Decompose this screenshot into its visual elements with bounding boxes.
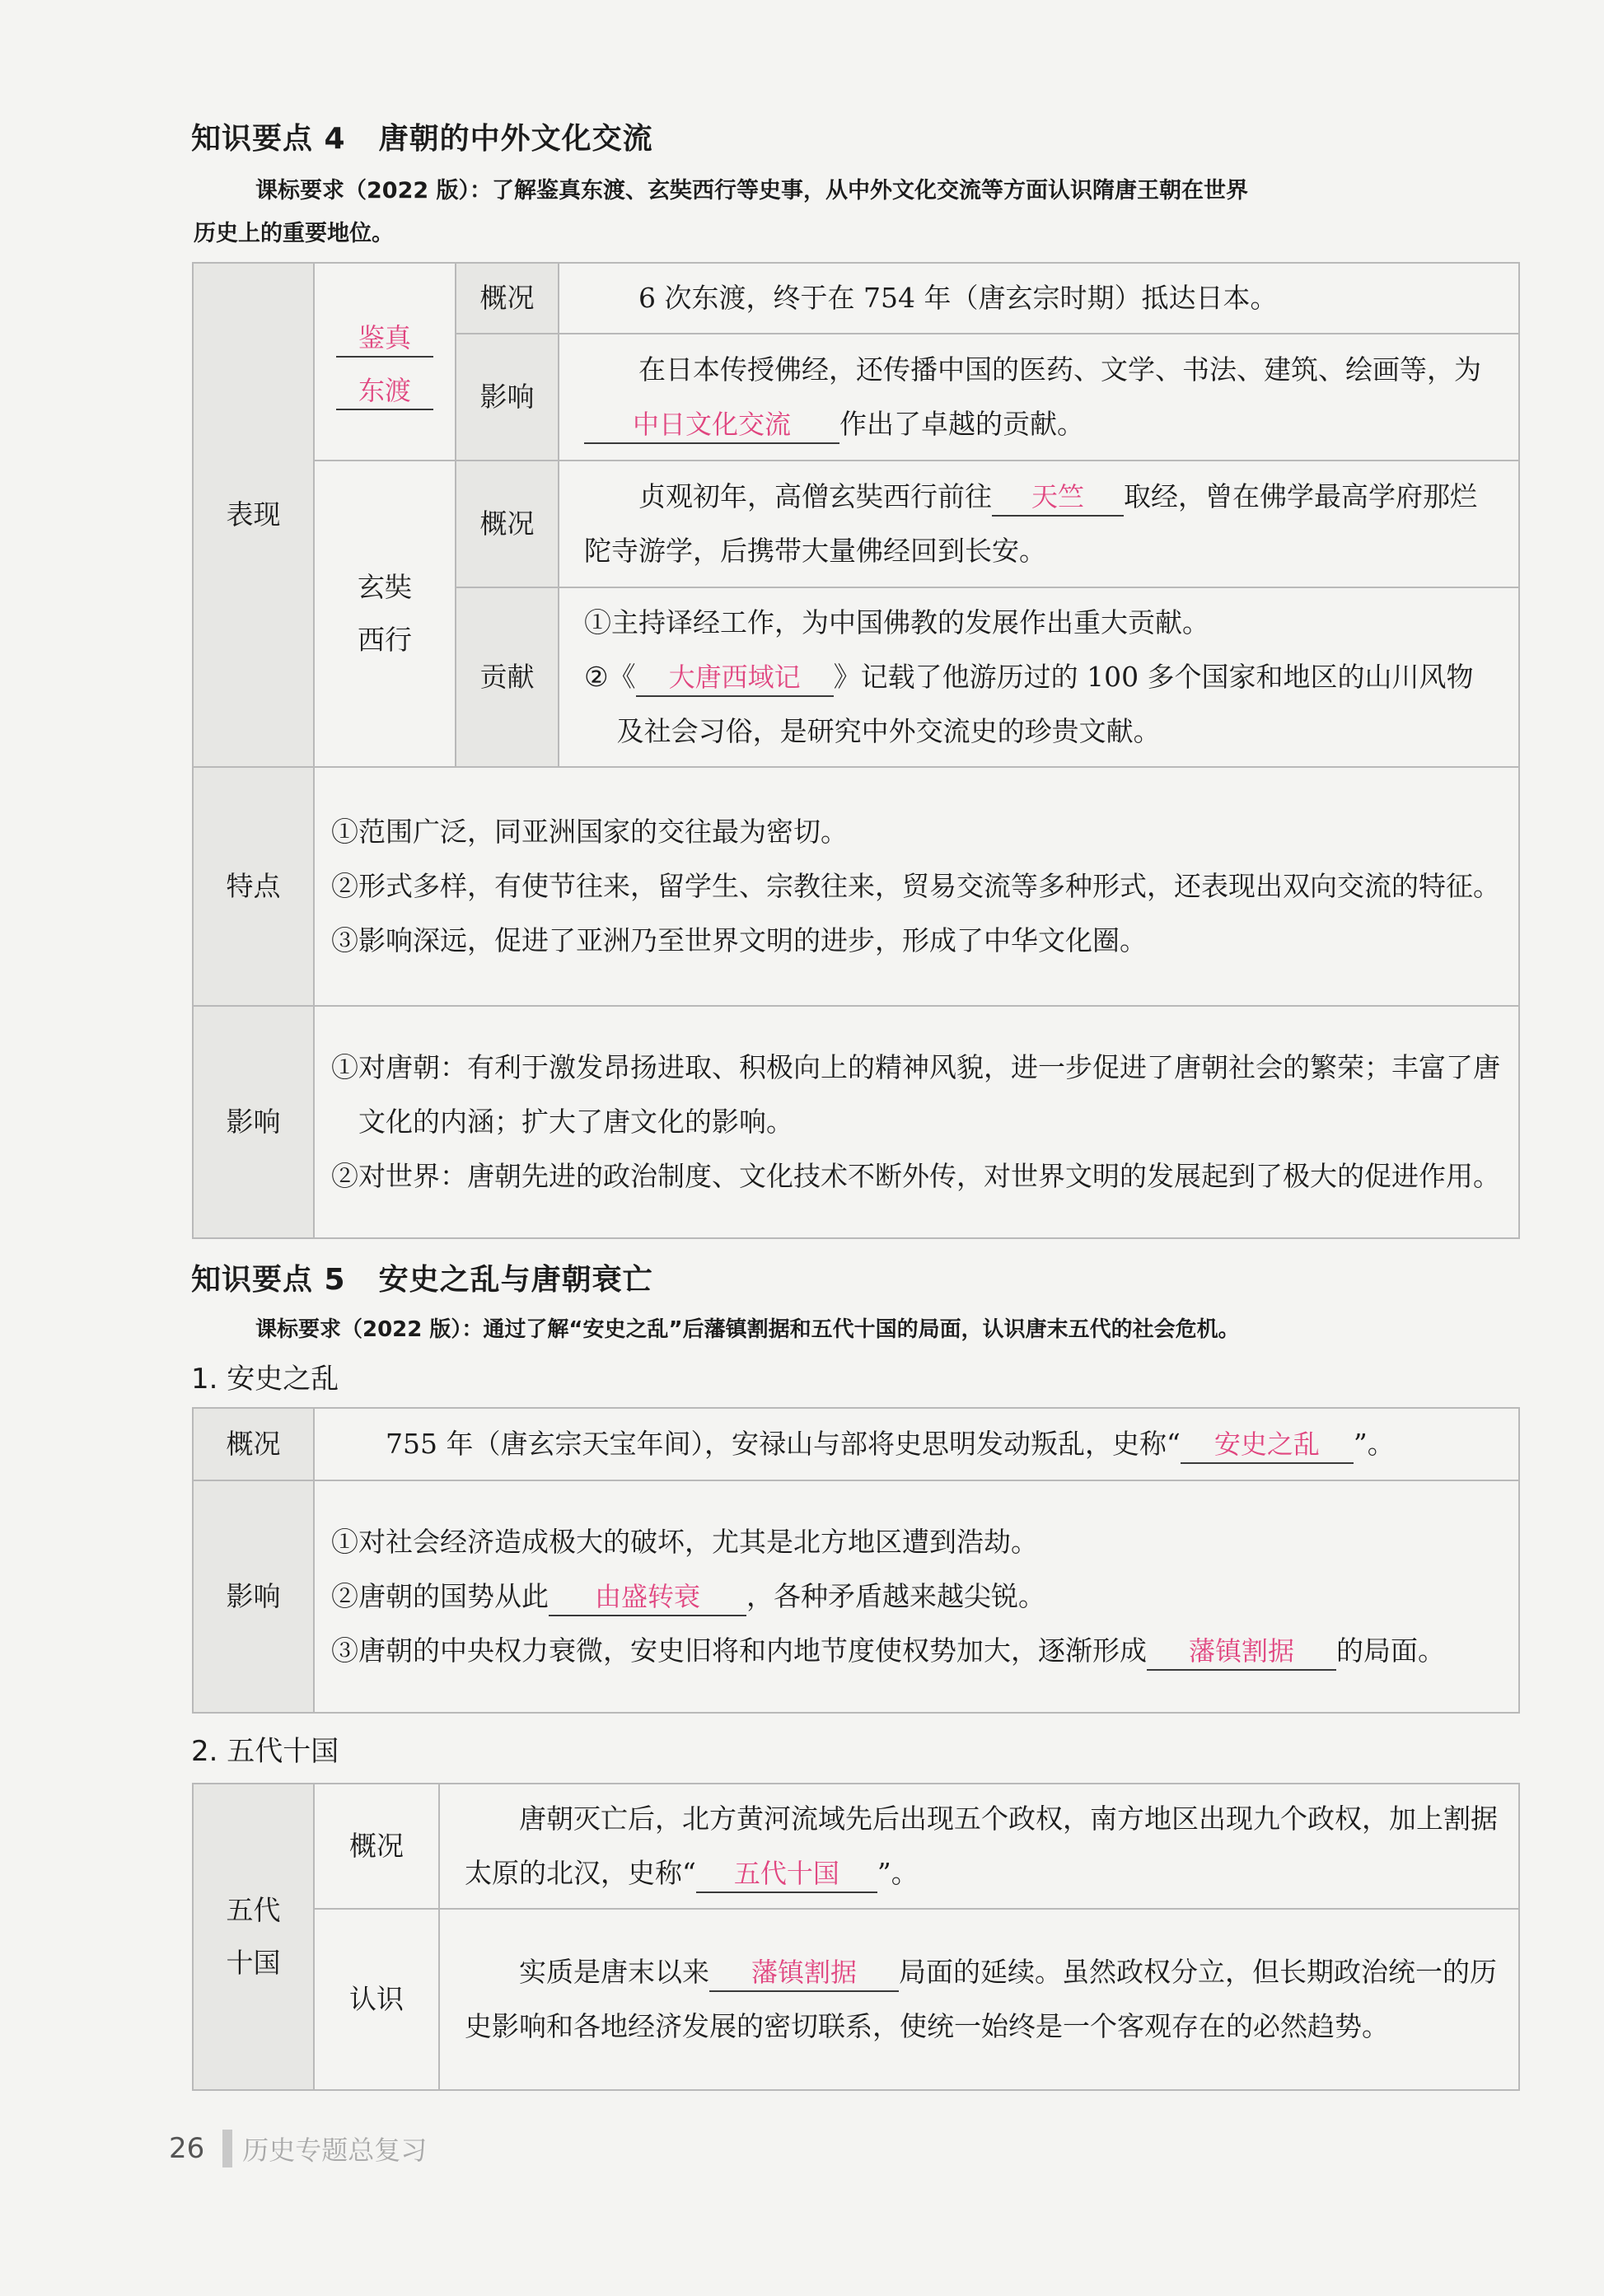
cell-jz-yingxiang bbox=[559, 334, 1519, 461]
label-gongxian: 贡献 bbox=[479, 661, 535, 693]
blank-jianzhen-2: 东渡 bbox=[336, 372, 433, 410]
section-5-heading: 安史之乱与唐朝衰亡 bbox=[378, 1263, 653, 1297]
label-as-yx: 影响 bbox=[226, 1580, 281, 1612]
blank-xz-gk: 天竺 bbox=[992, 479, 1124, 517]
label-wd-gk: 概况 bbox=[349, 1830, 404, 1862]
text-xz-gx-2-pre: ②《 bbox=[584, 661, 636, 693]
section-4-number: 知识要点 4 bbox=[191, 122, 346, 156]
wudai-table bbox=[192, 1783, 1520, 2091]
section-5-requirement: 课标要求（2022 版）：通过了解“安史之乱”后藩镇割据和五代十国的局面，认识唐末五代的社会危机。 bbox=[255, 1317, 1240, 1342]
label-xz-gaikuang: 概况 bbox=[479, 507, 535, 540]
cell-wd-gk-label bbox=[314, 1784, 439, 1909]
cell-yx bbox=[314, 1006, 1519, 1238]
text-yx-2: ②对世界：唐朝先进的政治制度、文化技术不断外传，对世界文明的发展起到了极大的促进作用。 bbox=[331, 1160, 1500, 1192]
text-xz-gk-post: 取经，曾在佛学最高学府那烂陀寺游学，后携带大量佛经回到长安。 bbox=[584, 480, 1477, 567]
cell-jianzhen bbox=[314, 263, 456, 461]
label-xuanzang-2: 西行 bbox=[358, 624, 412, 656]
cell-xuanzang bbox=[314, 461, 456, 767]
text-jz-yx-pre: 在日本传授佛经，还传播中国的医药、文学、书法、建筑、绘画等，为 bbox=[638, 353, 1481, 386]
section-4-requirement-line2: 历史上的重要地位。 bbox=[194, 221, 394, 246]
cell-wudai-label bbox=[193, 1784, 314, 2090]
cell-yx-label bbox=[193, 1006, 314, 1238]
text-as-yx-2 bbox=[331, 1569, 1500, 1624]
text-as-yx-1: ①对社会经济造成极大的破坏，尤其是北方地区遭到浩劫。 bbox=[331, 1526, 1038, 1558]
cell-wd-rs bbox=[439, 1909, 1519, 2090]
text-jz-yx-post: 作出了卓越的贡献。 bbox=[839, 408, 1084, 440]
section-4-heading: 唐朝的中外文化交流 bbox=[378, 122, 653, 156]
blank-as-gk: 安史之乱 bbox=[1181, 1426, 1354, 1464]
blank-jianzhen-1: 鉴真 bbox=[336, 320, 433, 358]
text-as-gk-pre: 755 年（唐玄宗天宝年间），安禄山与部将史思明发动叛乱，史称“ bbox=[386, 1428, 1181, 1460]
cell-as-yx-label bbox=[193, 1480, 314, 1713]
cell-tedian bbox=[314, 767, 1519, 1006]
cell-xz-gaikuang-label bbox=[456, 461, 559, 587]
label-yingxiang: 影响 bbox=[479, 381, 535, 413]
cell-jz-yingxiang-label bbox=[456, 334, 559, 461]
text-yx-1: ①对唐朝：有利于激发昂扬进取、积极向上的精神风貌，进一步促进了唐朝社会的繁荣；丰富了唐文化的内涵；扩大了唐文化的影响。 bbox=[331, 1051, 1500, 1138]
label-biaoxian: 表现 bbox=[226, 498, 281, 531]
blank-wd-rs: 藩镇割据 bbox=[709, 1954, 899, 1992]
blank-as-yx-2: 由盛转衰 bbox=[549, 1578, 746, 1616]
cell-as-gk bbox=[314, 1408, 1519, 1480]
anshi-table bbox=[192, 1407, 1520, 1714]
book-title: 历史专题总复习 bbox=[242, 2135, 428, 2166]
cell-jz-gaikuang-label bbox=[456, 263, 559, 334]
section-4-requirement-line1: 课标要求（2022 版）：了解鉴真东渡、玄奘西行等史事，从中外文化交流等方面认识隋唐王朝在世界 bbox=[255, 178, 1249, 203]
cell-xz-gongxian bbox=[559, 587, 1519, 767]
section-4-title bbox=[191, 115, 653, 157]
label-as-gk: 概况 bbox=[226, 1428, 281, 1460]
footer-divider bbox=[222, 2130, 232, 2167]
text-wd-rs-pre: 实质是唐末以来 bbox=[519, 1956, 709, 1988]
label-tedian: 特点 bbox=[226, 870, 281, 902]
text-wd-rs-post: 局面的延续。虽然政权分立，但长期政治统一的历史影响和各地经济发展的密切联系，使统一始终是一个客观存在的必然趋势。 bbox=[465, 1956, 1497, 2042]
page-number: 26 bbox=[169, 2132, 205, 2165]
label-wudai-2: 十国 bbox=[226, 1947, 281, 1979]
label-yx: 影响 bbox=[226, 1106, 281, 1138]
cell-tedian-label bbox=[193, 767, 314, 1006]
text-wd-gk-post: ”。 bbox=[877, 1857, 919, 1889]
label-xuanzang-1: 玄奘 bbox=[358, 571, 412, 603]
label-wd-rs: 认识 bbox=[349, 1983, 404, 2015]
cell-xz-gaikuang bbox=[559, 461, 1519, 587]
blank-xz-gx-2: 大唐西域记 bbox=[636, 659, 834, 697]
cell-jz-gaikuang bbox=[559, 263, 1519, 334]
text-xz-gk-pre: 贞观初年，高僧玄奘西行前往 bbox=[638, 480, 992, 512]
cell-wd-gk bbox=[439, 1784, 1519, 1909]
cell-as-yx bbox=[314, 1480, 1519, 1713]
page-footer bbox=[169, 2130, 427, 2167]
text-xz-gx-2 bbox=[584, 650, 1500, 759]
text-as-yx-3-pre: ③唐朝的中央权力衰微，安史旧将和内地节度使权势加大，逐渐形成 bbox=[331, 1634, 1147, 1667]
text-td-3: ③影响深远，促进了亚洲乃至世界文明的进步，形成了中华文化圈。 bbox=[331, 924, 1147, 956]
text-wd-gk-pre: 唐朝灭亡后，北方黄河流域先后出现五个政权，南方地区出现九个政权，加上割据太原的北汉，史称“ bbox=[465, 1803, 1498, 1889]
subhead-wudai: 2. 五代十国 bbox=[191, 1735, 339, 1768]
text-td-1: ①范围广泛，同亚洲国家的交往最为密切。 bbox=[331, 816, 848, 848]
cell-xz-gongxian-label bbox=[456, 587, 559, 767]
text-jz-gaikuang: 6 次东渡，终于在 754 年（唐玄宗时期）抵达日本。 bbox=[638, 282, 1278, 314]
text-as-gk-post: ”。 bbox=[1353, 1428, 1395, 1460]
subhead-anshi: 1. 安史之乱 bbox=[191, 1363, 339, 1396]
section-5-number: 知识要点 5 bbox=[191, 1263, 346, 1297]
blank-as-yx-3: 藩镇割据 bbox=[1147, 1633, 1336, 1671]
cell-wd-rs-label bbox=[314, 1909, 439, 2090]
section-5-title bbox=[191, 1256, 653, 1298]
label-gaikuang: 概况 bbox=[479, 282, 535, 314]
text-td-2: ②形式多样，有使节往来，留学生、宗教往来，贸易交流等多种形式，还表现出双向交流的特征。 bbox=[331, 870, 1500, 902]
text-xz-gx-1: ①主持译经工作，为中国佛教的发展作出重大贡献。 bbox=[584, 606, 1209, 638]
blank-jz-yx: 中日文化交流 bbox=[584, 406, 839, 444]
text-xz-gx-2-post: 》记载了他游历过的 100 多个国家和地区的山川风物及社会习俗，是研究中外交流史的珍贵文献。 bbox=[616, 661, 1474, 747]
label-wudai-1: 五代 bbox=[226, 1894, 281, 1926]
blank-wd-gk: 五代十国 bbox=[696, 1855, 877, 1893]
text-as-yx-2-post: ，各种矛盾越来越尖锐。 bbox=[746, 1580, 1045, 1612]
section-4-table bbox=[192, 262, 1520, 1239]
text-as-yx-3-post: 的局面。 bbox=[1336, 1634, 1445, 1667]
text-as-yx-3 bbox=[331, 1624, 1500, 1678]
cell-biaoxian bbox=[193, 263, 314, 767]
cell-as-gk-label bbox=[193, 1408, 314, 1480]
text-as-yx-2-pre: ②唐朝的国势从此 bbox=[331, 1580, 549, 1612]
